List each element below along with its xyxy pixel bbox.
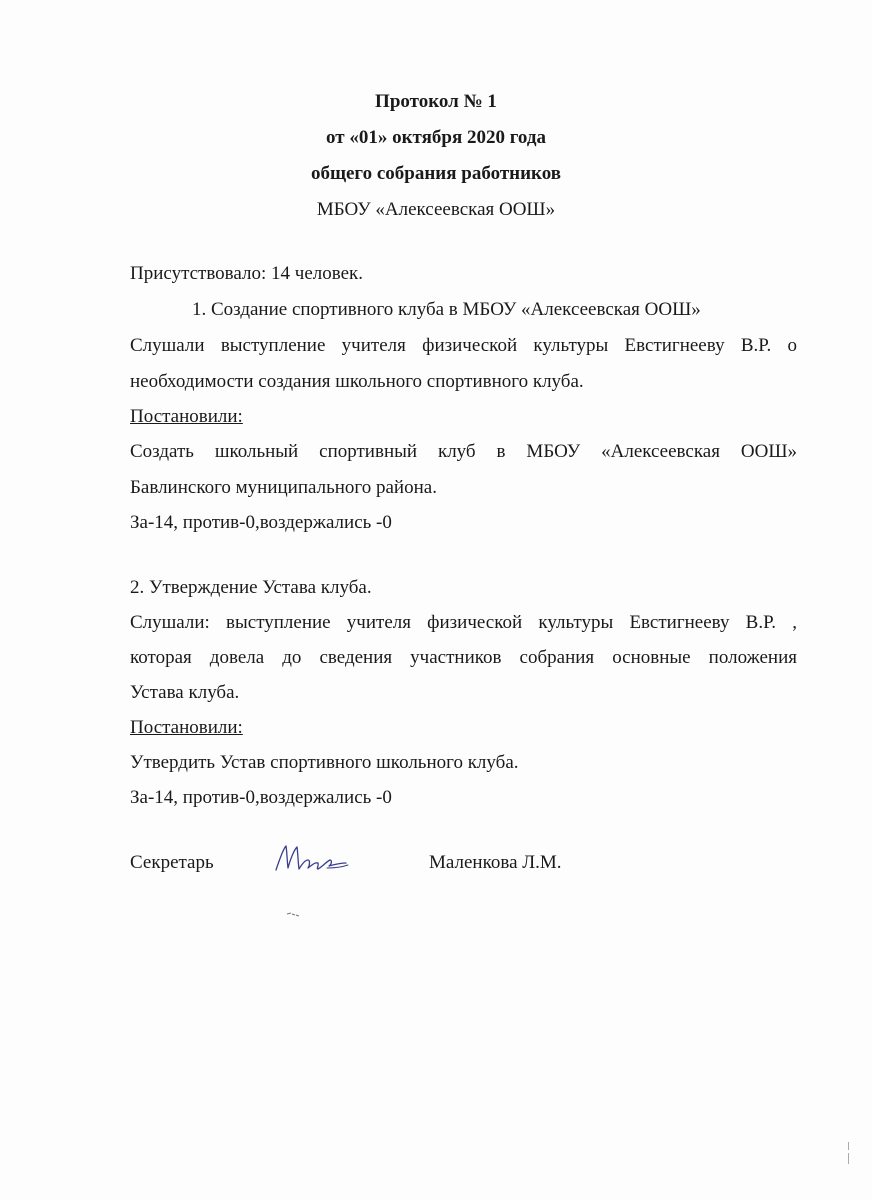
protocol-date: от «01» октября 2020 года [326, 127, 546, 148]
handwritten-signature [272, 838, 352, 882]
item1-heading: 1. Создание спортивного клуба в МБОУ «Алексеевская ООШ» [192, 299, 701, 320]
item1-vote: За-14, против-0,воздержались -0 [130, 512, 392, 533]
item2-heard-line2: которая довела до сведения участников собрания основные положения [130, 647, 797, 668]
item1-heard-line2: необходимости создания школьного спортивного клуба. [130, 371, 584, 392]
item2-heard-line1: Слушали: выступление учителя физической культуры Евстигнееву В.Р. , [130, 612, 797, 633]
organization-name: МБОУ «Алексеевская ООШ» [316, 199, 556, 220]
item1-resolved-line2: Бавлинского муниципального района. [130, 477, 437, 498]
item2-heading: 2. Утверждение Устава клуба. [130, 577, 372, 598]
scan-speck [286, 911, 300, 917]
item1-heard-line1: Слушали выступление учителя физической культуры Евстигнееву В.Р. о [130, 335, 797, 356]
attendance-line: Присутствовало: 14 человек. [130, 263, 364, 284]
item2-resolved-label: Постановили: [130, 717, 243, 738]
secretary-name: Маленкова Л.М. [429, 852, 562, 873]
meeting-name: общего собрания работников [310, 163, 562, 184]
item2-resolved-line1: Утвердить Устав спортивного школьного клуба. [130, 752, 519, 773]
item1-resolved-line1: Создать школьный спортивный клуб в МБОУ «Алексеевская ООШ» [130, 441, 797, 462]
item2-vote: За-14, против-0,воздержались -0 [130, 787, 392, 808]
protocol-title: Протокол № 1 [375, 91, 497, 112]
item1-resolved-label: Постановили: [130, 406, 243, 427]
secretary-role: Секретарь [130, 852, 214, 873]
item2-heard-line3: Устава клуба. [130, 682, 240, 703]
scan-edge-mark [847, 1142, 850, 1164]
